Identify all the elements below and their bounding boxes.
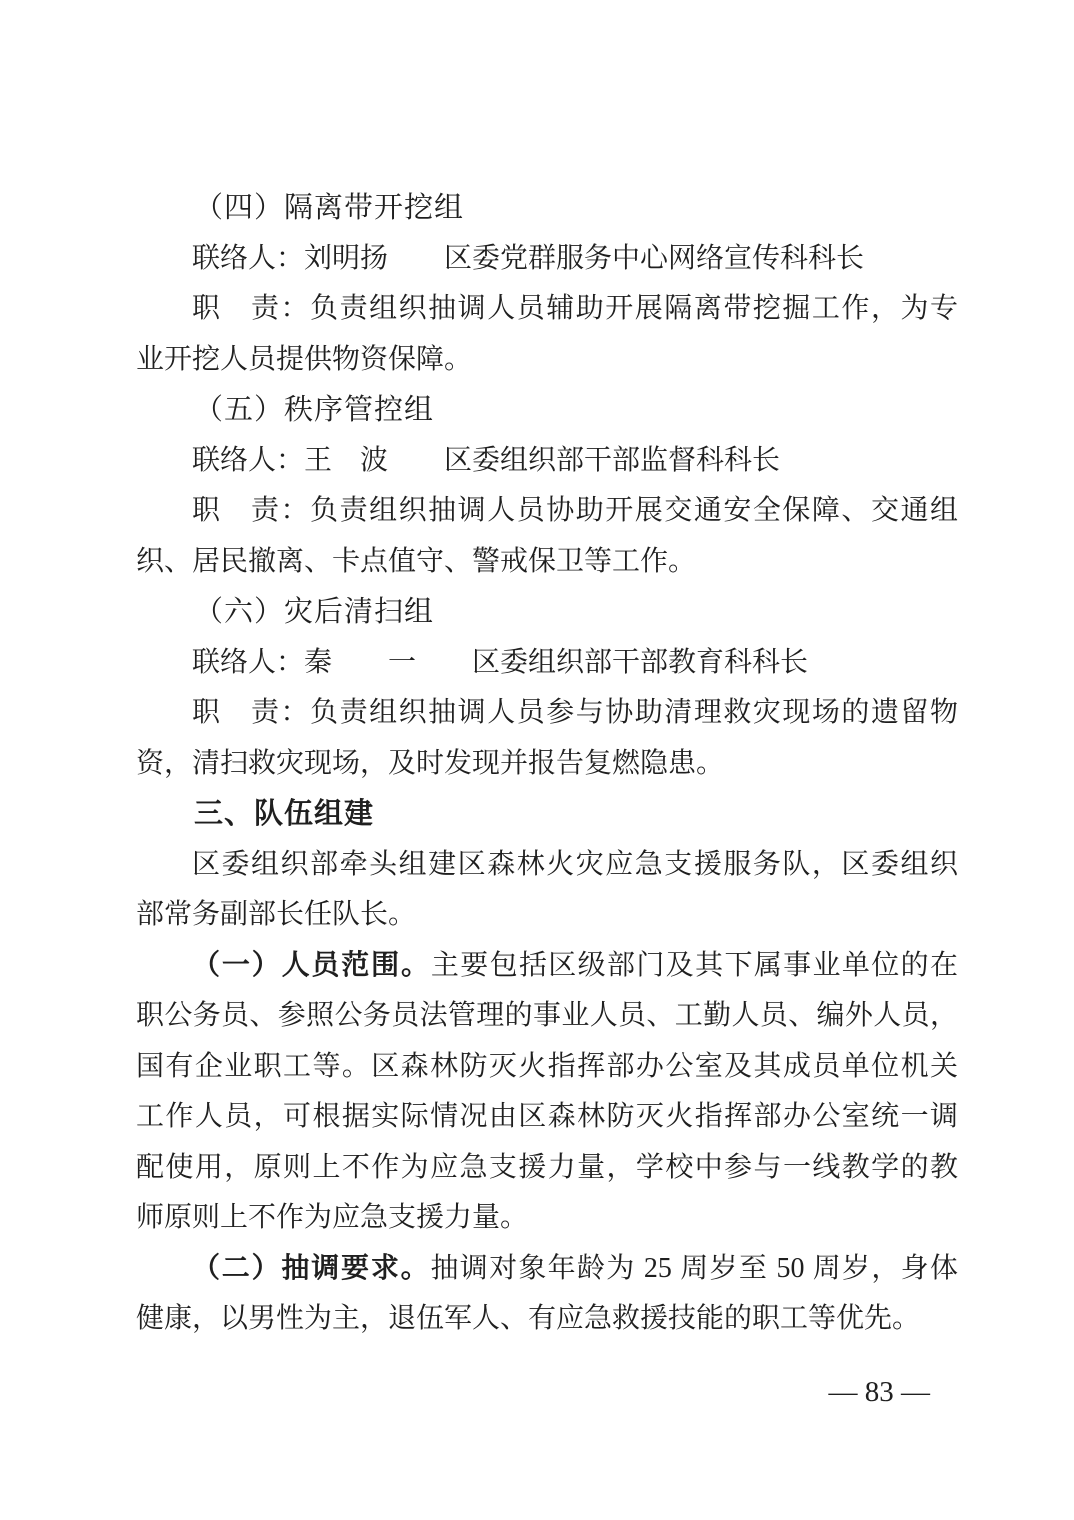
document-line: 职公务员、参照公务员法管理的事业人员、工勤人员、编外人员， — [136, 1000, 958, 1031]
document-line: 业开挖人员提供物资保障。 — [136, 343, 473, 375]
section-5-contact — [136, 436, 958, 487]
document-line: 职 责：负责组织抽调人员协助开展交通安全保障、交通组 — [192, 495, 958, 526]
section-6-heading — [136, 587, 958, 638]
document-line: 区委组织部牵头组建区森林火灾应急支援服务队，区委组织 — [192, 848, 958, 880]
document-line: （二）抽调要求。抽调对象年龄为 25 周岁至 50 周岁，身体 — [192, 1252, 958, 1284]
document-line: 三、队伍组建 — [194, 798, 375, 830]
part-3-intro — [136, 840, 958, 941]
document-line: 联络人：王 波 区委组织部干部监督科科长 — [192, 444, 781, 476]
page-number: — 83 — — [828, 1376, 930, 1408]
section-6-duty — [136, 688, 958, 789]
part-3-item-2 — [136, 1244, 958, 1345]
section-4-duty — [136, 284, 958, 385]
document-line: （一）人员范围。主要包括区级部门及其下属事业单位的在 — [192, 949, 958, 981]
document-line: 职 责：负责组织抽调人员辅助开展隔离带挖掘工作，为专 — [192, 293, 958, 324]
section-6-contact — [136, 638, 958, 689]
document-line: 工作人员，可根据实际情况由区森林防灭火指挥部办公室统一调 — [136, 1101, 958, 1132]
document-line: （五）秩序管控组 — [194, 394, 435, 426]
document-line: 职 责：负责组织抽调人员参与协助清理救灾现场的遗留物 — [192, 697, 958, 728]
document-line: 国有企业职工等。区森林防灭火指挥部办公室及其成员单位机关 — [136, 1050, 958, 1082]
part-3-heading — [136, 789, 958, 840]
document-line: 资，清扫救灾现场，及时发现并报告复燃隐患。 — [136, 747, 725, 779]
section-4-heading — [136, 183, 958, 234]
document-line: （四）隔离带开挖组 — [194, 192, 465, 224]
document-line: （六）灾后清扫组 — [194, 596, 435, 628]
section-5-heading — [136, 385, 958, 436]
part-3-item-1 — [136, 941, 958, 1244]
document-line: 联络人：刘明扬 区委党群服务中心网络宣传科科长 — [192, 242, 865, 274]
document-content — [136, 183, 958, 1345]
paragraph-lead: （一）人员范围。 — [192, 949, 431, 981]
section-4-contact — [136, 234, 958, 285]
document-line: 联络人：秦 一 区委组织部干部教育科科长 — [192, 646, 809, 678]
paragraph-lead: （二）抽调要求。 — [192, 1252, 431, 1284]
section-5-duty — [136, 486, 958, 587]
document-line: 织、居民撤离、卡点值守、警戒保卫等工作。 — [136, 545, 697, 577]
document-line: 健康，以男性为主，退伍军人、有应急救援技能的职工等优先。 — [136, 1303, 921, 1334]
document-line: 部常务副部长任队长。 — [136, 899, 417, 930]
document-line: 师原则上不作为应急支援力量。 — [136, 1202, 529, 1233]
document-line: 配使用，原则上不作为应急支援力量，学校中参与一线教学的教 — [136, 1151, 958, 1183]
